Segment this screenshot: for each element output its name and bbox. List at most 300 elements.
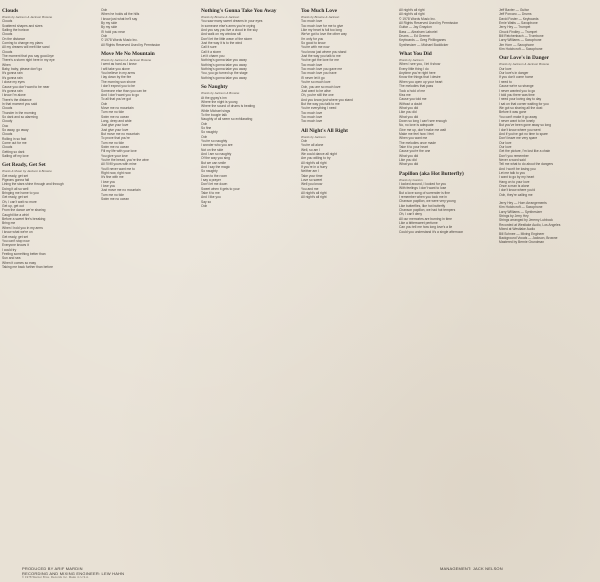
song-block — [499, 201, 599, 244]
lyric-line: To prove that you're — [101, 136, 130, 141]
lyrics-column-5 — [399, 8, 499, 564]
song-title: What You Did — [399, 51, 432, 58]
song-title: Clouds — [2, 8, 19, 14]
lyric-line: All our memories are burning in time — [399, 216, 452, 221]
song-block — [399, 171, 499, 234]
lyric-line: Lining the stars shine through and through — [2, 182, 64, 187]
lyric-line: The melodies once made — [399, 140, 437, 145]
lyric-line: What you did — [399, 105, 419, 110]
lyric-line: Swim me no ocean — [101, 144, 130, 149]
lyric-line: I told you there was time — [499, 92, 535, 97]
lyric-line: But move me no mountain — [101, 131, 140, 136]
lyric-line: Our love — [499, 140, 512, 145]
management-credit — [440, 566, 503, 571]
lyric-line: Where the night is young — [201, 99, 238, 104]
lyric-line: I will take you alone — [101, 66, 130, 71]
lyric-line: You're everything I need — [301, 106, 337, 111]
lyric-line: Let me talk to you — [499, 171, 526, 176]
lyric-line: What you did — [399, 114, 419, 119]
lyric-line: Like a bittersweet perfume — [399, 221, 438, 226]
lyric-line: The melodies that pass — [399, 84, 434, 89]
lyric-line: There's the distance — [2, 97, 32, 102]
lyric-line: I want to go by my heart — [499, 175, 535, 180]
lyric-line: The moment that you say good-bye — [2, 54, 54, 59]
lyric-line: Not on the side — [201, 147, 224, 152]
lyric-line: So fine — [201, 125, 212, 130]
lyric-line: Well you know — [301, 182, 323, 187]
lyric-line: Tell me what to do about the dangers — [499, 162, 554, 167]
lyric-line: Keyboards — Greg Phillinganes — [399, 38, 446, 43]
lyric-line: David Foster — Keyboards — [499, 16, 539, 21]
lyric-line: Someone else than you can be — [101, 88, 147, 93]
lyric-line: Give me up, don't make me wait — [399, 127, 446, 132]
lyric-line: By my side — [101, 21, 118, 26]
lyric-line: Swim me no ocean — [101, 197, 130, 202]
lyric-line: Strings by Jerry Hey — [499, 214, 529, 219]
lyric-line: Too much love — [301, 114, 323, 119]
lyric-line: You're the bread, you're the wine — [101, 158, 149, 162]
lyric-line: All night's all right — [301, 191, 327, 196]
lyric-line: Naughty of all seem so exhilarating — [201, 117, 253, 122]
lyric-line: You believe in my arms — [101, 71, 135, 76]
lyric-line: Cause you're the one — [399, 149, 431, 154]
lyric-line: You'll never want me to — [101, 166, 135, 171]
lyric-line: So good to know — [301, 41, 326, 46]
song-credit: Words by Jackson & Jackson Browne — [2, 15, 53, 19]
lyric-line: Sweet when it gets to your — [201, 186, 240, 191]
lyric-line: What you did — [399, 153, 419, 158]
lyric-line: In that moment you said — [2, 101, 38, 106]
lyric-line: Clouds — [2, 32, 13, 37]
lyric-line: Right now, right now — [101, 171, 131, 176]
lyric-line: Are you willing to try — [301, 156, 331, 161]
lyric-line: When it comes so easy — [2, 260, 37, 265]
lyric-line: I'll hold you near — [101, 29, 125, 34]
lyric-line: I need to — [499, 79, 512, 84]
lyric-line: Bill Reichenbach — Trombone — [499, 34, 544, 39]
lyric-line: Getting so dark — [2, 149, 25, 154]
lyric-line: Get ready, get set — [2, 195, 28, 200]
lyric-line: Once a man is alone — [499, 184, 530, 189]
production-credits — [22, 566, 124, 580]
lyric-line: Coming to change my plans — [2, 41, 43, 46]
lyric-line: And you say you live a cloud in the sky — [201, 28, 258, 33]
lyric-line: Nothing's gonna take you away — [201, 58, 247, 63]
lyric-line: I close my eyes — [2, 80, 25, 85]
lyric-line: From the dance we're sharing — [2, 208, 46, 213]
lyric-line: You saw many sweet dreams in your eyes — [201, 19, 263, 24]
management-text: MANAGEMENT: JACK NELSON — [440, 566, 503, 571]
lyric-line: Too much love you gave me — [301, 67, 343, 72]
lyric-line: Jerry Hey — Trumpet — [499, 25, 531, 30]
lyric-line: Hang on to your love — [499, 179, 530, 184]
lyrics-column-2 — [101, 8, 201, 564]
lyric-line: What you did — [399, 162, 419, 167]
lyric-line: It's gonna rain — [2, 88, 23, 93]
lyric-line: Get up, get out — [2, 204, 24, 209]
song-block — [2, 8, 102, 158]
song-credit: Words by Gordon — [399, 177, 423, 182]
lyric-line: Nothing's gonna take you away — [201, 62, 247, 67]
engineer-credit: RECORDING AND MIXING ENGINEER: LEW HAHN — [22, 571, 125, 576]
lyric-line: We could dance all night — [301, 151, 337, 156]
lyric-line: Down so long I can't see enough — [399, 118, 447, 123]
song-credit: Words by Browne & Jackson — [201, 15, 240, 19]
lyric-line: Oh, I can't wait no more — [2, 199, 37, 204]
lyric-line: © 1978 Words Music Inc. — [101, 38, 138, 43]
song-block — [399, 51, 499, 167]
lyric-line: I looked around, I looked for you — [399, 182, 447, 187]
lyric-line: Let it charm you — [201, 54, 225, 59]
lyric-line: All I'll fill yours with mine — [101, 162, 137, 167]
lyric-line: Turn me no tide — [101, 192, 124, 197]
lyric-line: Get ready, get set — [2, 234, 28, 239]
lyric-line: You can't make it go away — [499, 114, 538, 119]
lyrics-column-4 — [301, 8, 401, 564]
song-block — [101, 51, 201, 201]
lyric-line: I love you — [101, 184, 116, 189]
lyric-line: © 1978 Words Music Inc. — [399, 16, 436, 21]
lyric-line: Move me no mountain — [101, 105, 134, 110]
lyric-line: You can't stop now — [2, 238, 30, 243]
lyric-line: Nothing's gonna take you away — [201, 75, 247, 80]
lyric-line: Without a doubt — [399, 101, 423, 106]
lyric-line: Bass — Abraham Laboriel — [399, 29, 438, 34]
lyric-line: Don't leave me very spare — [499, 136, 538, 141]
lyric-line: Ooh — [201, 204, 208, 209]
lyrics-column-3 — [201, 8, 301, 564]
lyric-line: All night's all right — [399, 8, 425, 12]
lyrics-column-1 — [2, 8, 102, 564]
lyric-line: And if you've got no time to spare — [499, 131, 548, 136]
lyric-line: With feelings I don't want to lose — [399, 186, 447, 191]
lyric-line: Kim Hutchcroft — Saxophone — [499, 47, 543, 52]
lyric-line: And walk on my window sill — [201, 32, 241, 37]
lyric-line: While Michael sings — [201, 108, 231, 113]
lyric-line: Like you did — [399, 110, 417, 115]
lyric-line: I sat on that corner waiting for you — [499, 101, 549, 106]
lyric-line: And I don't want you to go — [101, 92, 140, 97]
lyric-line: Don't let the little wave of the storm — [201, 36, 253, 41]
lyric-line: All Rights Reserved Used by Permission — [101, 42, 161, 47]
lyric-line: Jim Horn — Saxophone — [499, 42, 535, 47]
lyric-line: Mixed at Westlake Audio — [499, 227, 536, 232]
song-credit: Words by Jackson & Jackson Browne — [499, 62, 550, 67]
lyric-line: Too much love for me to give — [301, 23, 344, 28]
lyric-line: Well, so am I — [301, 147, 320, 152]
lyric-line: Long, deep and wide — [101, 118, 132, 123]
lyric-line: Cloudy — [2, 119, 13, 124]
lyric-line: Ooh, you are so much love — [301, 84, 341, 89]
lyric-line: On the distance — [2, 36, 26, 41]
lyric-line: And you know just where you stand — [301, 97, 353, 102]
lyric-line: The morning sun shone — [101, 79, 136, 84]
lyric-line: When I see you, I let it show — [399, 62, 441, 67]
lyric-line: Say so — [201, 199, 212, 204]
lyric-line: Too much love — [301, 19, 323, 24]
lyric-line: Love so sweet — [301, 178, 323, 183]
lyric-line: Background Vocals — Jackson, Browne — [499, 235, 558, 240]
lyric-line: Turn me no tide — [101, 110, 124, 115]
song-title: All Night's All Right — [301, 127, 348, 134]
lyric-line: It's gonna rain — [2, 71, 23, 76]
lyric-line: Drums — Ed Greene — [399, 34, 430, 39]
lyric-line: When you open up your heart — [399, 79, 443, 84]
lyric-line: You, you go turned up the stage — [201, 71, 248, 76]
lyric-line: When — [2, 62, 11, 67]
lyric-line: Ooh, they're calling me — [499, 192, 533, 197]
lyric-line: Guitar — Jay Graydon — [399, 25, 432, 30]
lyric-line: Take it to your heart — [399, 144, 428, 149]
lyric-line: Chanson papillon, we were very young — [399, 199, 456, 204]
producer-credit: PRODUCED BY ARIF MARDIN — [22, 566, 83, 571]
lyric-line: Our love — [499, 144, 512, 149]
lyric-line: Sailing off my love — [2, 154, 29, 158]
lyric-line: Ooh — [301, 138, 308, 143]
lyric-line: Just move me no mountain — [101, 188, 141, 193]
song-block — [201, 84, 301, 208]
lyric-line: I say a prayer — [201, 178, 221, 183]
lyrics-column-6 — [499, 8, 599, 564]
lyric-line: And I won't be losing you — [499, 166, 536, 171]
lyric-line: Bring me — [2, 221, 16, 226]
lyric-line: Ooh — [201, 121, 208, 126]
lyric-line: Just the way you talk to me — [301, 54, 341, 59]
lyric-line: It's fine with me — [101, 175, 124, 180]
lyric-line: And I like you — [201, 195, 221, 200]
lyric-line: All night's all right — [301, 160, 327, 165]
lyric-line: Never a word said — [499, 158, 526, 162]
lyric-line: No, no love is adequate — [399, 123, 434, 128]
lyric-line: If you're in a hurry — [301, 165, 328, 169]
lyric-line: Of the way you sing — [201, 156, 230, 161]
lyric-line: Jeff Baxter — Guitar — [499, 8, 529, 12]
lyric-line: Jeff Porcaro — Drums — [499, 12, 532, 17]
lyric-line: You know just where you stand — [301, 49, 347, 54]
lyric-line: Don't let me down — [201, 182, 228, 187]
lyric-line: Our love — [499, 66, 512, 71]
lyric-line: Down to the room — [201, 173, 228, 178]
lyric-line: Baby, baby, please don't go — [2, 67, 43, 72]
song-block — [101, 8, 201, 47]
lyric-line: So naughty — [201, 169, 218, 174]
lyric-line: You're so naughty — [201, 138, 228, 143]
lyric-line: I don't know where you'd — [499, 188, 536, 193]
lyric-line: Cause we're so strange — [499, 84, 534, 89]
song-block — [301, 128, 401, 200]
lyric-line: Oh, I can't deny — [399, 212, 422, 217]
lyric-line: I don't expect you to be — [101, 84, 135, 89]
lyric-line: Mastered by Bernie Grundman — [499, 240, 545, 245]
lyric-line: Oh, you're still the one — [301, 93, 334, 98]
song-credit: Words by Jackson & Jackson Browne — [101, 58, 152, 63]
song-credit: Words by Jackson & Browne — [201, 91, 240, 96]
lyric-line: Feeling something better than — [2, 251, 46, 256]
lyric-line: Ooo — [2, 123, 9, 128]
lyric-line: Everyone knows it — [2, 243, 29, 248]
lyric-line: Taking me back further than before — [2, 264, 53, 269]
lyric-line: You and me — [301, 186, 319, 191]
lyric-line: At the gypsy's inn — [201, 95, 227, 100]
lyric-line: Anytime you're right here — [399, 71, 436, 76]
lyric-line: Chuck Findley — Trumpet — [499, 29, 538, 34]
lyric-line: Too much love — [301, 119, 323, 124]
lyric-line: I'll never let it go — [301, 75, 325, 80]
lyric-line: But you've been gone away so long — [499, 123, 551, 128]
lyric-line: We got so sharing all the dust — [499, 105, 543, 110]
lyric-line: But a love song of surrender is fine — [399, 190, 450, 195]
lyric-line: Ooh — [101, 101, 108, 106]
lyric-line: By my side — [101, 25, 118, 30]
lyric-line: Cause you don't want to be near — [2, 84, 50, 89]
lyric-line: Cause you told me — [399, 97, 427, 102]
lyric-line: Jerry Hey — Horn Arrangements — [499, 201, 547, 206]
song-title: Our Love's in Danger — [499, 55, 550, 62]
lyric-line: Recorded at Westlake Audio, Los Angeles — [499, 222, 561, 227]
lyric-line: Come out for me — [2, 140, 27, 145]
lyric-line: Neither am I — [301, 169, 319, 174]
lyric-line: Rolling in so fast — [2, 136, 27, 141]
lyric-line: Fill my life with your love — [101, 149, 137, 154]
song-credit: Words by Jackson — [399, 58, 424, 63]
lyric-line: Ooh — [101, 8, 108, 12]
lyric-line: Ooh — [201, 134, 208, 139]
lyric-line: But the way you talk to me — [301, 101, 340, 106]
lyric-line: Caught like a whirl — [2, 212, 29, 217]
lyric-line: I could try — [2, 247, 17, 252]
lyric-line: If you don't come home — [499, 75, 534, 80]
lyric-line: Our love's in danger — [499, 71, 529, 76]
lyric-line: I need your loving day to day — [499, 97, 542, 102]
song-title: Papillon (aka Hot Butterfly) — [399, 170, 464, 177]
lyric-line: Ernie Watts — Saxophone — [499, 21, 538, 26]
lyric-line: I never wanted you to go — [499, 88, 536, 93]
song-credit: Words & Music by Jackson & Browne — [2, 169, 52, 174]
song-block — [201, 8, 301, 80]
lyric-line: When you want me — [399, 136, 428, 141]
lyric-line: Bringing me home to you — [2, 191, 39, 196]
song-block — [499, 55, 599, 197]
lyric-line: Too much love — [301, 62, 323, 67]
lyric-line: Too much love — [301, 110, 323, 115]
lyric-line: Larry Williams — Saxophone — [499, 38, 542, 43]
lyric-line: Take it to me — [201, 191, 220, 196]
lyric-line: All night's all right — [399, 12, 425, 17]
lyric-line: Get ready, get set — [2, 173, 28, 178]
song-title: Nothing's Gonna Take You Away — [201, 8, 277, 14]
lyric-line: In someone else's arms you're crying — [201, 23, 256, 28]
lyric-line: Like you did — [399, 158, 417, 162]
lyric-line: Before it was gone — [499, 110, 527, 115]
lyric-line: And I am so naughty — [201, 151, 232, 156]
lyric-line: And I say the magic — [201, 165, 230, 169]
lyric-line: But we can smile — [201, 160, 226, 165]
lyric-line: Like my heart is full too long — [301, 28, 342, 33]
lyric-line: Every little thing I do — [399, 66, 429, 71]
lyric-line: All Rights Reserved Used by Permission — [399, 21, 459, 26]
lyric-line: Know the things that I desire — [399, 75, 441, 80]
lyric-line: To the boogie talk — [201, 112, 227, 117]
lyric-line: So naughty — [201, 130, 218, 135]
lyric-line: Kiss me — [399, 92, 411, 97]
lyric-line: Like butterflies, like hot butterfly — [399, 203, 446, 208]
song-block — [301, 8, 401, 124]
lyric-line: Synthesizer — Michael Boddicker — [399, 42, 449, 47]
lyric-line: So dark and so alarming — [2, 114, 38, 119]
lyric-line: I know just what he'll say — [101, 16, 138, 21]
lyric-line: It's gonna rain — [2, 75, 23, 80]
lyric-line: I know what we're on — [2, 230, 33, 235]
lyric-line: Could you understand it's a single afternoon — [399, 229, 464, 234]
lyric-line: All my dreams will melt like sand — [2, 45, 50, 50]
lyric-line: Can you tell me how long love's a lie — [399, 225, 453, 230]
lyric-line: Turn me no tide — [101, 140, 124, 145]
lyric-line: I'm only for you — [301, 36, 324, 41]
song-credit: Words by Browne & Jackson — [301, 15, 340, 19]
lyric-line: Sun and sea — [2, 256, 21, 261]
lyric-line: Before a sweet fire's breaking — [2, 217, 46, 222]
lyric-line: I went as hard as I knew — [101, 62, 137, 67]
lyric-line: You're so much love — [301, 80, 331, 85]
lyric-line: All night's all right — [301, 195, 327, 200]
lyric-line: Too much love you have — [301, 71, 337, 76]
lyric-line: When he holds all the hills — [101, 12, 140, 17]
lyric-line: Call it a storm — [201, 49, 222, 54]
lyric-line: I know I'm alone — [2, 93, 26, 98]
lyric-line: I remember when you took me in — [399, 195, 448, 200]
lyric-line: Clouds — [2, 19, 13, 24]
lyric-line: Sailing the horizon — [2, 28, 30, 33]
lyric-line: Scattered shapes and sizes — [2, 23, 43, 28]
lyric-line: Just the way it is to the wind — [201, 41, 243, 46]
song-title: Move Me No Mountain — [101, 51, 155, 58]
lyric-line: Thunder in the morning — [2, 110, 37, 115]
lyric-line: Call it sure — [201, 45, 217, 50]
lyric-line: You give your love — [101, 153, 128, 158]
lyric-line: Clouds — [2, 132, 13, 137]
lyric-line: Swim me no ocean — [101, 114, 130, 119]
lyric-line: Where the sound of drums is beating — [201, 104, 255, 109]
lyric-line: Nothing's gonna take you away — [201, 67, 247, 72]
lyric-line: Just give your love — [101, 123, 129, 128]
lyric-line: Strings arranged by Jeremy Lubbock — [499, 218, 553, 223]
lyric-line: There's a storm right here in my eye — [2, 58, 55, 63]
lyric-line: You're all alone — [301, 143, 324, 148]
song-credit: Words by Jackson — [301, 134, 326, 139]
song-block — [399, 8, 499, 47]
lyric-line: Clouds — [2, 49, 13, 54]
lyric-line: Just want to be alive — [301, 88, 331, 93]
lyric-line: Clouds — [2, 106, 13, 111]
song-block — [2, 162, 102, 269]
lyric-line: Pigeons gonna fall — [2, 178, 30, 183]
lyric-line: I love you — [101, 179, 116, 184]
lyric-line: I never want to be lonely — [499, 118, 535, 123]
lyric-line: Larry Williams — Synthesizer — [499, 209, 543, 214]
lyric-line: To all that you've got — [101, 97, 131, 102]
lyric-line: Chanson papillon, we had hot tempers — [399, 208, 456, 213]
song-block — [499, 8, 599, 51]
lyric-line: Get the picture, I'm lost like a chain — [499, 149, 551, 154]
song-title: Get Ready, Get Set — [2, 162, 46, 169]
lyric-line: I lay down by the fire — [101, 75, 132, 80]
lyric-line: Clouds — [2, 145, 13, 150]
lyric-line: Doing it all so well — [2, 186, 29, 191]
lyric-line: You're with me now — [301, 45, 330, 50]
lyric-line: Take your time — [301, 173, 323, 178]
lyric-line: Don't you remember — [499, 153, 529, 158]
song-title: So Naughty — [201, 84, 228, 91]
